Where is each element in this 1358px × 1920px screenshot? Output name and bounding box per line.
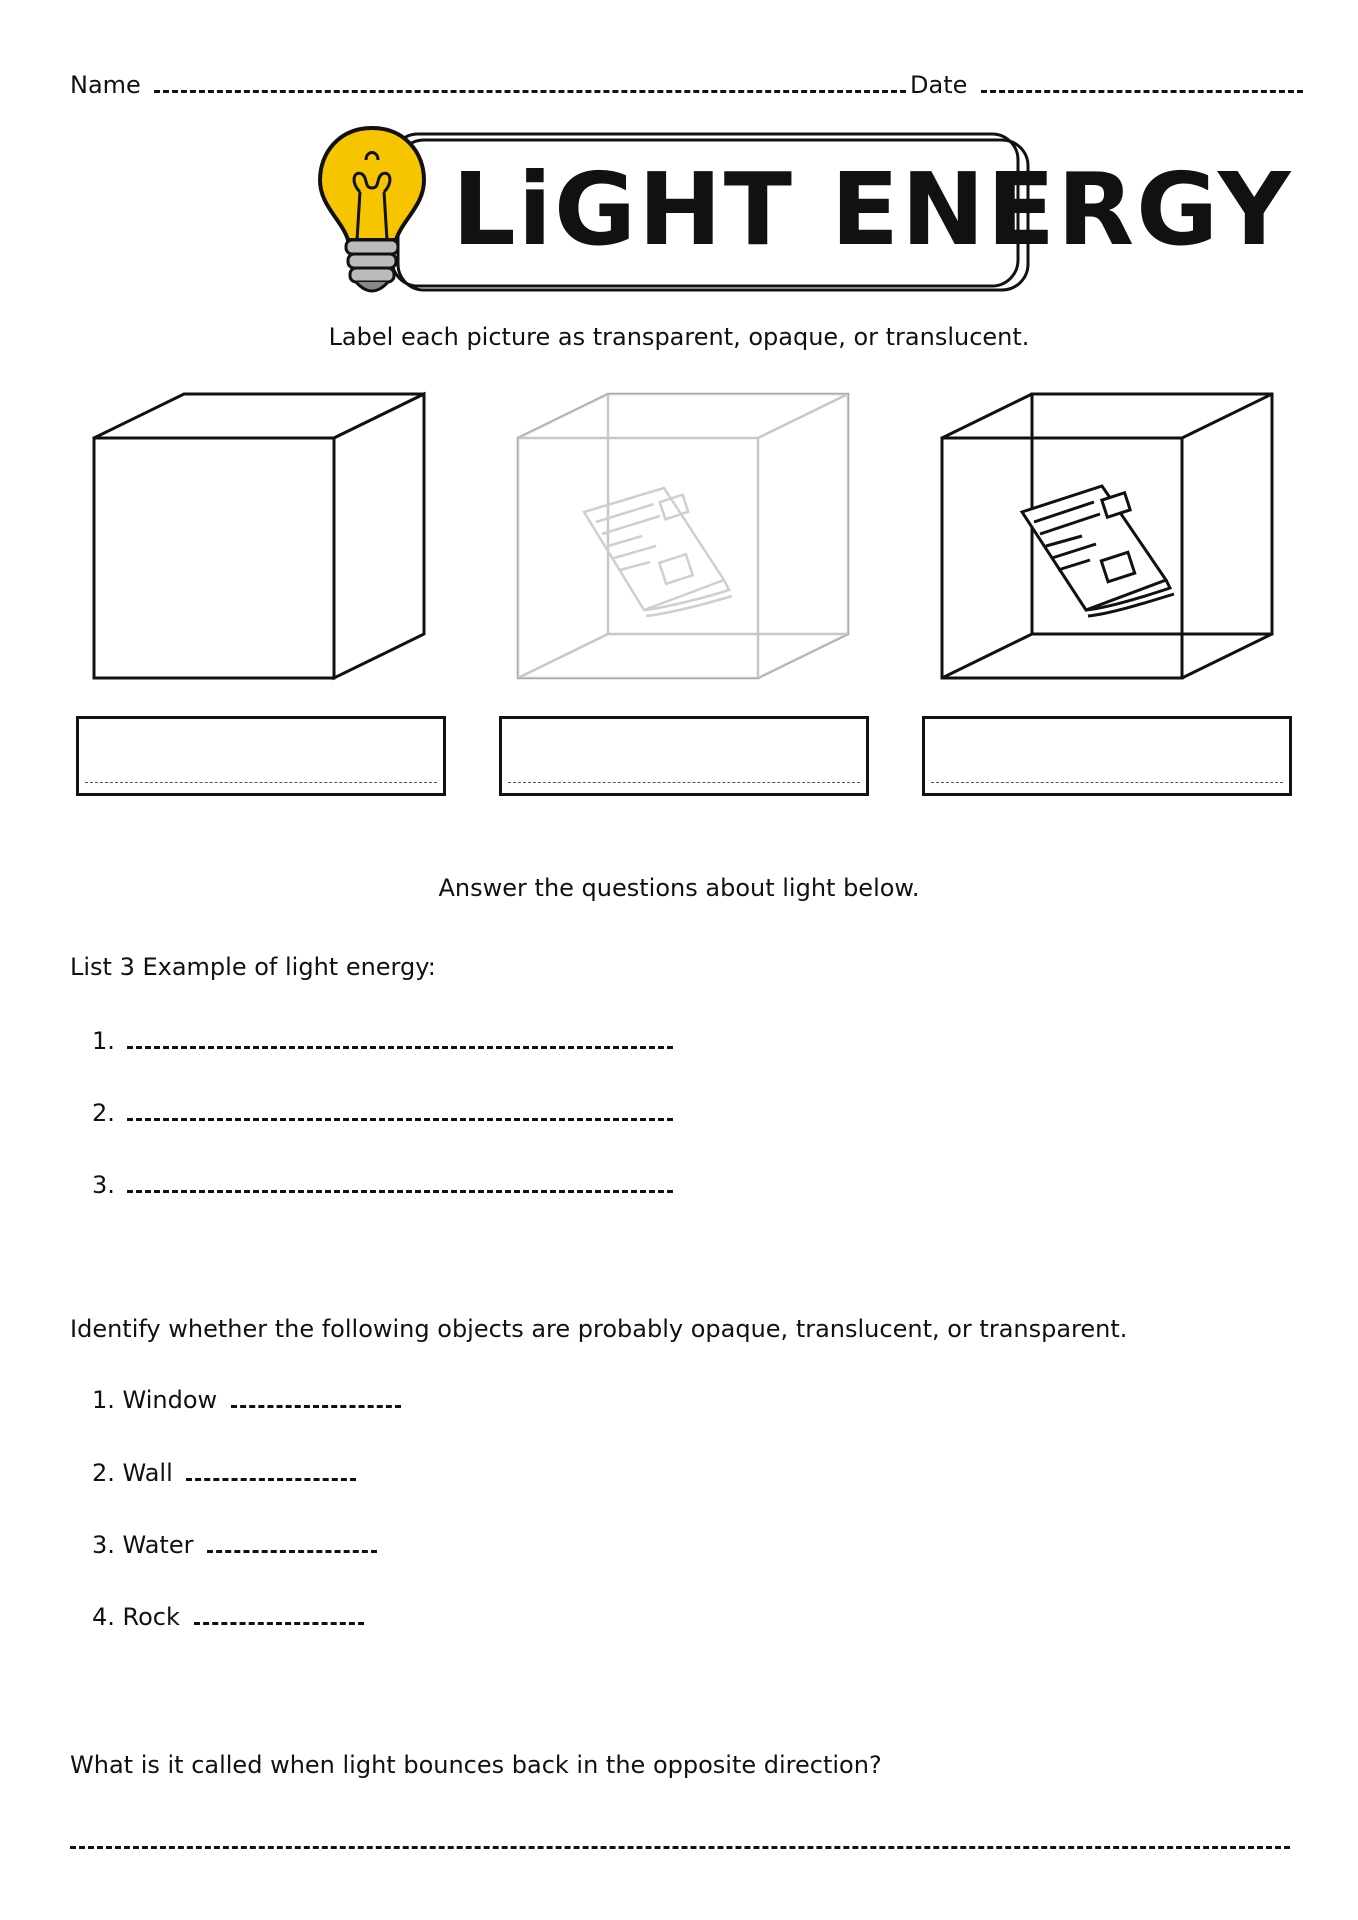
list-item [92,1458,356,1488]
list-item [92,1530,377,1560]
translucent-cube-picture [514,390,854,690]
answer-blank[interactable] [127,1046,673,1049]
date-label: Date [910,71,968,99]
label-box-2[interactable] [499,716,869,796]
list-item [92,1026,673,1056]
answer-line [508,782,860,783]
answer-line [931,782,1283,783]
lightbulb-icon [312,122,432,307]
answer-blank[interactable] [194,1622,364,1625]
date-row [910,70,1303,100]
item-label: 2. Wall [92,1459,173,1487]
answer-blank[interactable] [207,1550,377,1553]
name-blank[interactable] [154,90,906,93]
label-box-3[interactable] [922,716,1292,796]
list-item [92,1098,673,1128]
section2-prompt: Identify whether the following objects are probably opaque, translucent, or transparent. [70,1315,1128,1343]
item-label: 3. Water [92,1531,194,1559]
item-label: 1. Window [92,1386,218,1414]
answer-blank[interactable] [186,1478,356,1481]
answer-blank[interactable] [70,1846,1290,1849]
section3-prompt: What is it called when light bounces back in the opposite direction? [70,1751,882,1779]
item-number: 1. [92,1027,115,1055]
newspaper-icon [1022,486,1174,616]
opaque-cube-picture [90,390,430,690]
list-item [92,1170,673,1200]
label-box-1[interactable] [76,716,446,796]
answer-blank[interactable] [127,1190,673,1193]
answer-questions-instruction: Answer the questions about light below. [438,874,920,902]
transparent-cube-picture [938,390,1278,690]
page-title: LiGHT ENERGY [452,151,1293,268]
item-number: 3. [92,1171,115,1199]
name-label: Name [70,71,141,99]
item-label: 4. Rock [92,1603,180,1631]
answer-blank[interactable] [127,1118,673,1121]
name-row [70,70,906,100]
answer-blank[interactable] [231,1405,401,1408]
answer-line [85,782,437,783]
item-number: 2. [92,1099,115,1127]
label-pictures-instruction: Label each picture as transparent, opaque, or translucent. [328,323,1030,351]
list-item [92,1385,401,1415]
section1-prompt: List 3 Example of light energy: [70,953,436,981]
list-item [92,1602,364,1632]
date-blank[interactable] [981,90,1303,93]
